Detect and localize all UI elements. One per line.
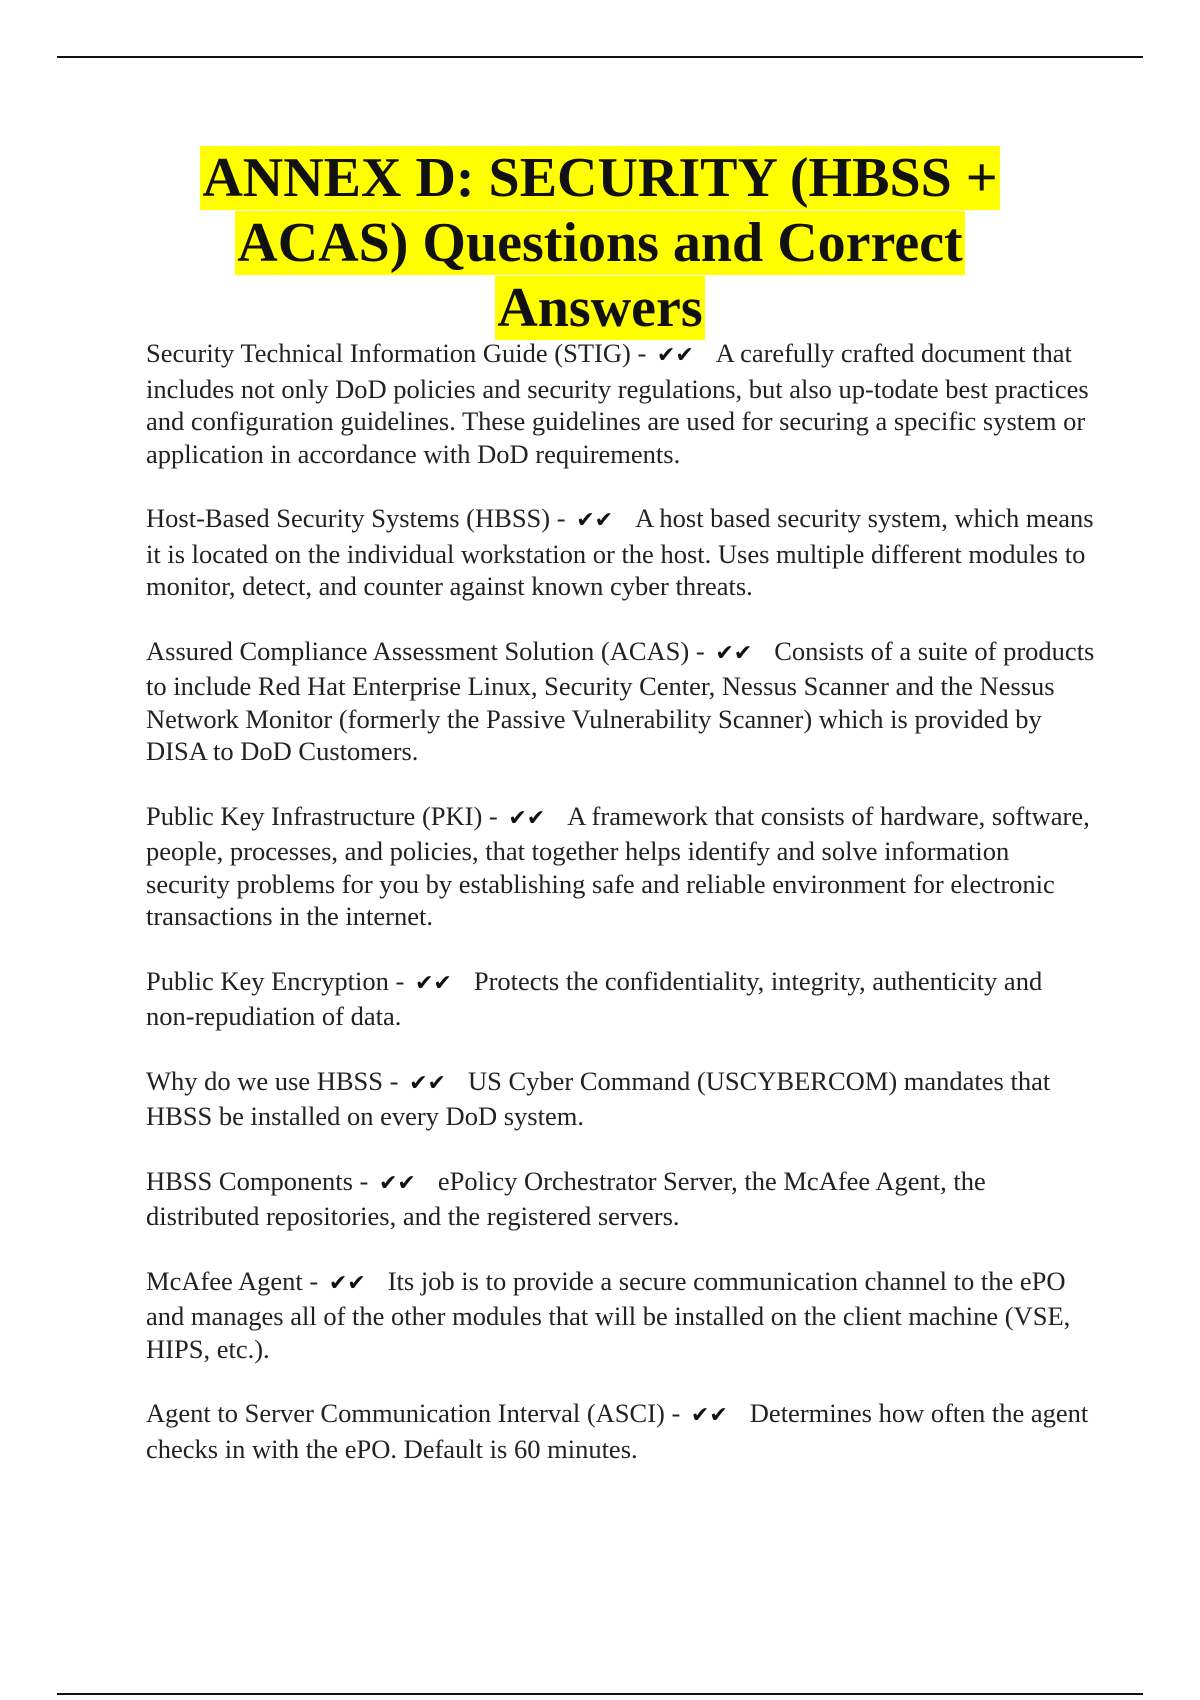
check-icon: ✔✔ (328, 1270, 366, 1296)
check-icon: ✔✔ (414, 970, 452, 996)
qa-answer: A framework that consists of hardware, software, people, processes, and policies, that together helps identify and solve information security problems for you by establishing safe and reliable environment for electronic transactions in the internet. (146, 800, 1090, 931)
qa-item (146, 1397, 1096, 1465)
check-icon: ✔✔ (409, 1070, 446, 1096)
qa-item (146, 635, 1096, 768)
title-line-3: Answers (497, 277, 703, 339)
qa-term: Agent to Server Communication Interval (ASCI) - (146, 1398, 681, 1428)
top-rule (57, 56, 1143, 58)
qa-term: McAfee Agent - (146, 1265, 319, 1296)
qa-answer: A host based security system, which means it is located on the individual workstation or the host. Uses multiple different modules to monitor, detect, and counter against known cyber threats. (146, 503, 1094, 601)
qa-answer: Its job is to provide a secure communication channel to the ePO and manages all of the other modules that will be installed on the client machine (VSE, HIPS, etc.). (146, 1265, 1071, 1364)
qa-term: Host-Based Security Systems (HBSS) - (146, 503, 566, 533)
qa-answer: Protects the confidentiality, integrity, authenticity and non-repudiation of data. (146, 965, 1043, 1031)
check-icon: ✔✔ (378, 1170, 416, 1196)
check-icon: ✔✔ (715, 640, 753, 666)
qa-item (146, 965, 1096, 1033)
qa-term: HBSS Components - (146, 1165, 369, 1196)
qa-item (146, 1265, 1096, 1366)
qa-answer: Determines how often the agent checks in with the ePO. Default is 60 minutes. (146, 1398, 1089, 1464)
qa-answer: A carefully crafted document that includes not only DoD policies and security regulations, but also up-todate best practices and configuration guidelines. These guidelines are used for securing a specific system or application in accordance with DoD requirements. (146, 338, 1089, 469)
qa-answer: Consists of a suite of products to include Red Hat Enterprise Linux, Security Center, Nessus Scanner and the Nessus Network Monitor (formerly the Passive Vulnerability Scanner) which is provided by DISA to DoD Customers. (146, 635, 1095, 766)
check-icon: ✔✔ (508, 805, 546, 831)
qa-term: Why do we use HBSS - (146, 1065, 399, 1096)
check-icon: ✔✔ (656, 343, 694, 368)
qa-term: Public Key Infrastructure (PKI) - (146, 800, 498, 831)
bottom-rule (57, 1693, 1143, 1695)
qa-item (146, 337, 1096, 470)
title-line-1: ANNEX D: SECURITY (HBSS + (202, 147, 998, 209)
qa-item (146, 800, 1096, 933)
qa-term: Public Key Encryption - (146, 965, 405, 996)
qa-answer: US Cyber Command (USCYBERCOM) mandates that HBSS be installed on every DoD system. (146, 1065, 1051, 1131)
qa-answer: ePolicy Orchestrator Server, the McAfee Agent, the distributed repositories, and the registered servers. (146, 1165, 986, 1231)
qa-list (146, 337, 1096, 1497)
title-line-2: ACAS) Questions and Correct (237, 212, 963, 274)
check-icon: ✔✔ (690, 1403, 728, 1428)
check-icon: ✔✔ (576, 508, 614, 533)
document-title (0, 146, 1200, 341)
qa-term: Security Technical Information Guide (STIG) - (146, 338, 647, 368)
qa-item (146, 1165, 1096, 1233)
qa-item (146, 1065, 1096, 1133)
qa-item (146, 502, 1096, 603)
qa-term: Assured Compliance Assessment Solution (ACAS) - (146, 635, 705, 666)
